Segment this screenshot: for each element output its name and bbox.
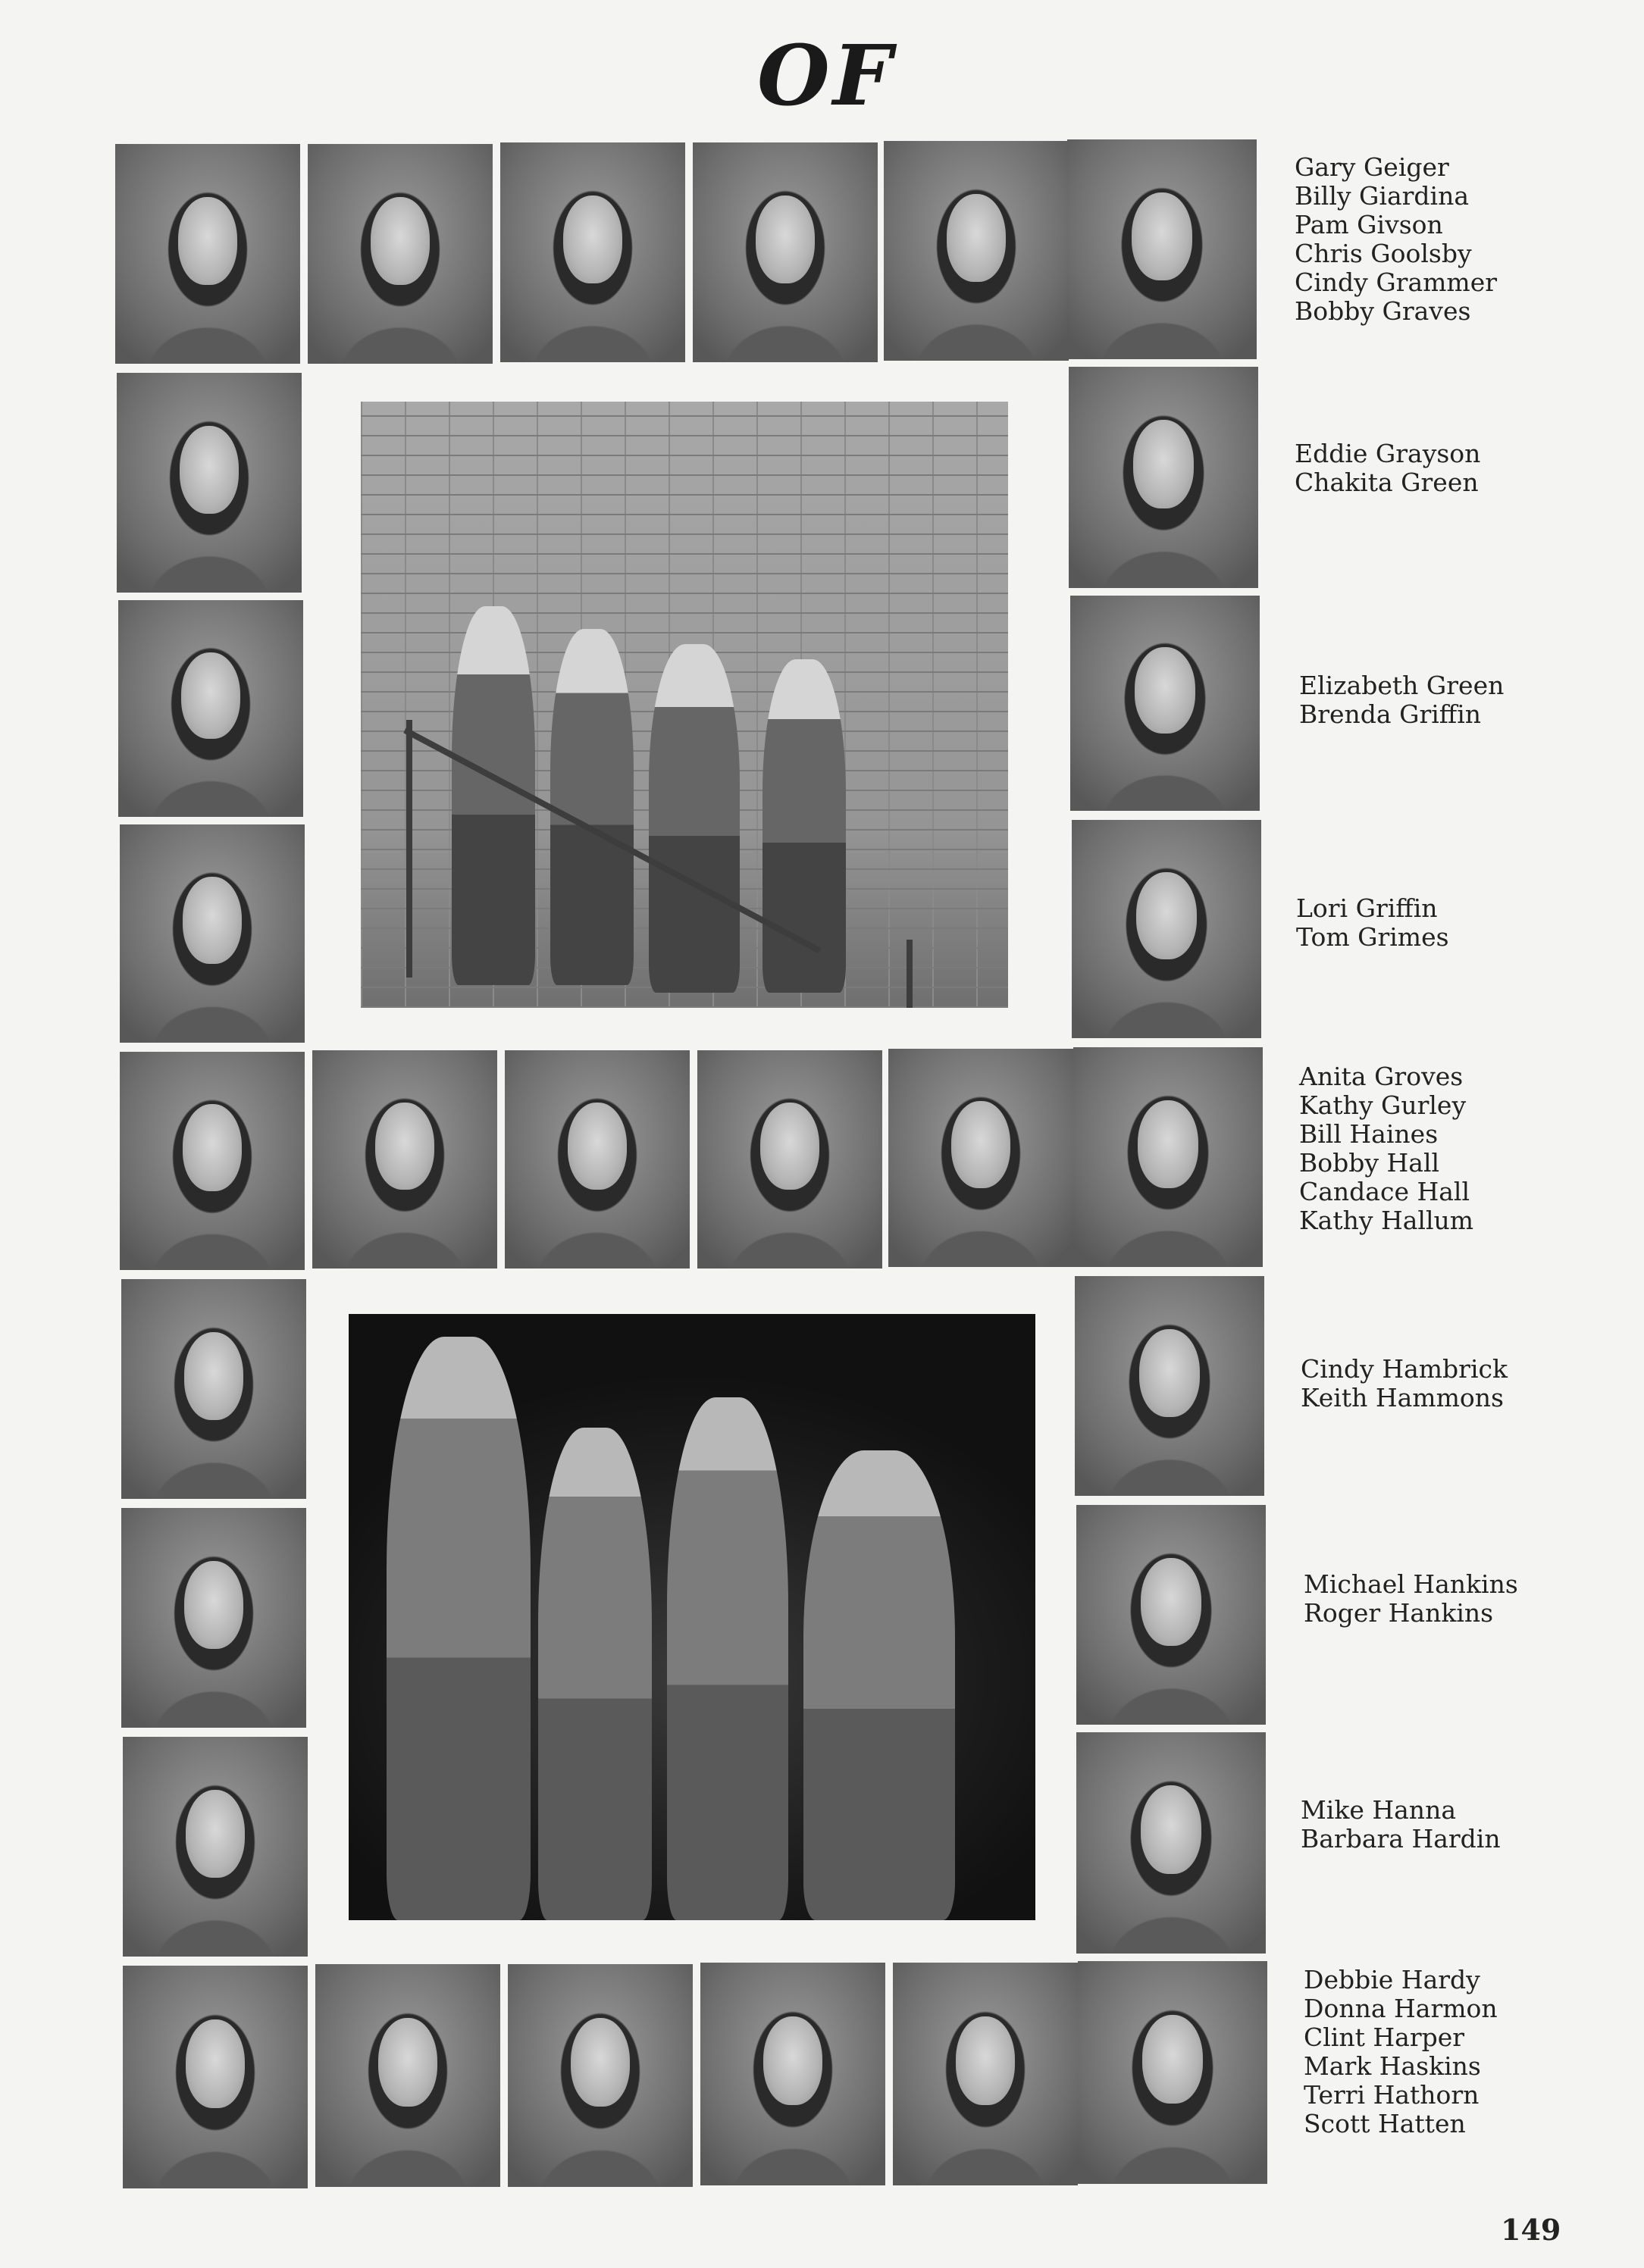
student-name: Kathy Hallum	[1299, 1206, 1474, 1235]
student-name: Clint Harper	[1304, 2022, 1465, 2052]
portrait-mike-hanna	[123, 1737, 308, 1957]
page-number: 149	[1501, 2213, 1561, 2247]
portrait-anita-groves	[120, 1052, 305, 1270]
student-name: Bobby Graves	[1295, 296, 1471, 326]
portrait-scott-hatten	[1078, 1961, 1267, 2184]
student-name: Billy Giardina	[1295, 181, 1470, 211]
name-list-pair-6	[1301, 1796, 1501, 1854]
portrait-michael-hankins	[121, 1508, 306, 1728]
name-list-pair-3	[1296, 894, 1449, 952]
student-name: Keith Hammons	[1301, 1383, 1504, 1412]
student-name: Cindy Hambrick	[1301, 1354, 1508, 1384]
portrait-terri-hathorn	[893, 1963, 1078, 2185]
group-photo-person	[803, 1450, 955, 1920]
group-photo-person	[649, 644, 740, 993]
student-name: Michael Hankins	[1304, 1569, 1518, 1599]
portrait-debbie-hardy	[123, 1966, 308, 2188]
student-name: Brenda Griffin	[1299, 699, 1482, 729]
student-name: Scott Hatten	[1304, 2109, 1466, 2138]
portrait-kathy-hallum	[1073, 1047, 1263, 1267]
portrait-donna-harmon	[315, 1964, 500, 2187]
name-list-pair-5	[1304, 1570, 1518, 1628]
student-name: Pam Givson	[1295, 210, 1443, 239]
name-list-row-3	[1304, 1966, 1498, 2138]
portrait-eddie-grayson	[117, 373, 302, 593]
group-photo-person	[667, 1397, 788, 1920]
portrait-tom-grimes	[1072, 820, 1261, 1038]
portrait-billy-giardina	[308, 144, 493, 364]
portrait-chris-goolsby	[693, 142, 878, 362]
section-title: OF	[757, 27, 895, 124]
student-name: Mike Hanna	[1301, 1795, 1456, 1825]
student-name: Tom Grimes	[1296, 922, 1449, 952]
stair-railing	[406, 720, 412, 978]
group-photo-person	[387, 1337, 531, 1920]
portrait-roger-hankins	[1076, 1505, 1266, 1725]
name-list-row-2	[1299, 1062, 1473, 1235]
group-photo-stage	[349, 1314, 1035, 1920]
portrait-kathy-gurley	[312, 1050, 497, 1269]
student-name: Roger Hankins	[1304, 1598, 1494, 1628]
group-photo-person	[538, 1428, 652, 1920]
portrait-gary-geiger	[115, 144, 300, 364]
student-name: Kathy Gurley	[1299, 1090, 1467, 1120]
student-name: Chris Goolsby	[1295, 239, 1472, 268]
student-name: Chakita Green	[1295, 468, 1479, 497]
student-name: Anita Groves	[1299, 1062, 1464, 1091]
name-list-pair-1	[1295, 440, 1480, 497]
name-list-row-1	[1295, 153, 1497, 326]
portrait-barbara-hardin	[1076, 1732, 1266, 1954]
portrait-keith-hammons	[1075, 1276, 1264, 1496]
student-name: Barbara Hardin	[1301, 1824, 1501, 1854]
group-photo-brick-wall	[361, 402, 1008, 1008]
student-name: Mark Haskins	[1304, 2051, 1481, 2081]
portrait-candace-hall	[888, 1049, 1073, 1267]
student-name: Bobby Hall	[1299, 1148, 1440, 1178]
student-name: Elizabeth Green	[1299, 671, 1505, 700]
portrait-mark-haskins	[700, 1963, 885, 2185]
portrait-cindy-grammer	[884, 141, 1069, 361]
portrait-brenda-griffin	[1070, 596, 1260, 811]
student-name: Terri Hathorn	[1304, 2080, 1480, 2110]
portrait-clint-harper	[508, 1964, 693, 2187]
student-name: Gary Geiger	[1295, 152, 1449, 182]
portrait-bobby-hall	[697, 1050, 882, 1269]
portrait-chakita-green	[1069, 367, 1258, 588]
student-name: Lori Griffin	[1296, 893, 1438, 923]
portrait-pam-givson	[500, 142, 685, 362]
student-name: Candace Hall	[1299, 1177, 1470, 1206]
portrait-elizabeth-green	[118, 600, 303, 817]
student-name: Donna Harmon	[1304, 1994, 1498, 2023]
portrait-cindy-hambrick	[121, 1279, 306, 1499]
group-photo-person	[550, 629, 634, 985]
student-name: Cindy Grammer	[1295, 267, 1498, 297]
name-list-pair-4	[1301, 1355, 1508, 1412]
student-name: Eddie Grayson	[1295, 439, 1481, 468]
name-list-pair-2	[1299, 671, 1504, 729]
student-name: Bill Haines	[1299, 1119, 1439, 1149]
portrait-lori-griffin	[120, 824, 305, 1043]
stair-railing	[907, 940, 913, 1008]
portrait-bobby-graves	[1067, 139, 1257, 359]
portrait-bill-haines	[505, 1050, 690, 1269]
student-name: Debbie Hardy	[1304, 1965, 1480, 1994]
